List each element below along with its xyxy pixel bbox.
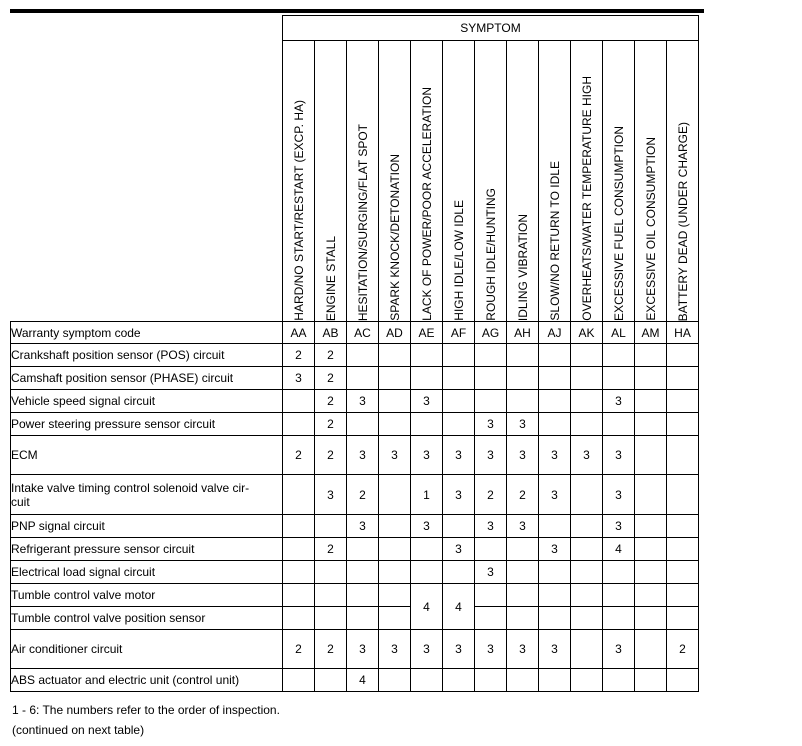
row-label: [11, 607, 283, 630]
symptom-column-label: [283, 41, 315, 322]
row-label: [11, 538, 283, 561]
value-cell: [507, 607, 539, 630]
value-cell: 3: [347, 436, 379, 475]
table-row: [11, 538, 699, 561]
value-cell: [475, 367, 507, 390]
value-cell: [507, 344, 539, 367]
value-cell: 4: [443, 584, 475, 630]
value-cell: [315, 561, 347, 584]
value-cell: [667, 436, 699, 475]
value-cell: [283, 607, 315, 630]
row-label-text: Power steering pressure sensor circuit: [11, 417, 216, 431]
value-cell: [443, 561, 475, 584]
value-cell: 2: [315, 413, 347, 436]
table-row: [11, 475, 699, 515]
symptom-label-text: EXCESSIVE FUEL CONSUMPTION: [611, 126, 626, 321]
value-cell: [347, 413, 379, 436]
value-cell: [539, 607, 571, 630]
value-cell: [667, 367, 699, 390]
header-blank-cell: [11, 16, 283, 322]
value-cell: 3: [475, 630, 507, 669]
value-cell: 3: [539, 630, 571, 669]
symptom-label-text: IDLING VIBRATION: [515, 213, 530, 321]
value-cell: [667, 475, 699, 515]
symptom-column-label: [539, 41, 571, 322]
warranty-code-cell: AJ: [539, 322, 571, 344]
warranty-code-cell: AL: [603, 322, 635, 344]
value-cell: [347, 561, 379, 584]
value-cell: [443, 515, 475, 538]
value-cell: 3: [379, 630, 411, 669]
symptom-label-text: HIGH IDLE/LOW IDLE: [451, 200, 466, 321]
value-cell: [635, 607, 667, 630]
value-cell: [667, 561, 699, 584]
value-cell: [635, 344, 667, 367]
value-cell: [635, 367, 667, 390]
value-cell: [507, 561, 539, 584]
symptom-column-label: [379, 41, 411, 322]
value-cell: 2: [667, 630, 699, 669]
row-label: [11, 669, 283, 692]
warranty-code-label: Warranty symptom code: [11, 322, 283, 344]
value-cell: [347, 344, 379, 367]
warranty-code-cell: AK: [571, 322, 603, 344]
value-cell: [635, 515, 667, 538]
value-cell: [603, 669, 635, 692]
row-label: [11, 515, 283, 538]
warranty-code-row: [11, 322, 699, 344]
table-row: [11, 436, 699, 475]
row-label: [11, 344, 283, 367]
symptom-label-text: LACK OF POWER/POOR ACCELERATION: [419, 87, 434, 321]
value-cell: 2: [315, 390, 347, 413]
value-cell: [283, 584, 315, 607]
row-label: [11, 390, 283, 413]
table-row: [11, 413, 699, 436]
value-cell: 2: [315, 538, 347, 561]
value-cell: [603, 367, 635, 390]
value-cell: [411, 669, 443, 692]
value-cell: 3: [539, 436, 571, 475]
value-cell: [347, 538, 379, 561]
value-cell: [347, 584, 379, 607]
row-label: [11, 630, 283, 669]
value-cell: [507, 538, 539, 561]
value-cell: [411, 344, 443, 367]
value-cell: 3: [411, 515, 443, 538]
value-cell: [635, 630, 667, 669]
symptom-label-text: EXCESSIVE OIL CONSUMPTION: [643, 137, 658, 321]
value-cell: [507, 584, 539, 607]
value-cell: [379, 475, 411, 515]
value-cell: [667, 669, 699, 692]
symptom-label-text: HESITATION/SURGING/FLAT SPOT: [355, 123, 370, 321]
value-cell: [315, 669, 347, 692]
table-row: [11, 669, 699, 692]
value-cell: 3: [443, 538, 475, 561]
table-body: [11, 322, 699, 692]
table-row: [11, 367, 699, 390]
value-cell: 3: [475, 561, 507, 584]
row-label-text: Crankshaft position sensor (POS) circuit: [11, 348, 225, 362]
value-cell: [379, 561, 411, 584]
value-cell: [315, 584, 347, 607]
value-cell: [539, 669, 571, 692]
value-cell: [379, 584, 411, 607]
value-cell: [283, 390, 315, 413]
value-cell: 3: [347, 390, 379, 413]
value-cell: [283, 669, 315, 692]
value-cell: [571, 367, 603, 390]
value-cell: [475, 344, 507, 367]
value-cell: 3: [507, 436, 539, 475]
warranty-code-cell: AC: [347, 322, 379, 344]
value-cell: [539, 561, 571, 584]
value-cell: [283, 561, 315, 584]
value-cell: 2: [347, 475, 379, 515]
value-cell: [379, 367, 411, 390]
value-cell: [283, 475, 315, 515]
value-cell: [571, 607, 603, 630]
value-cell: [571, 584, 603, 607]
value-cell: 3: [411, 390, 443, 413]
row-label-text: Refrigerant pressure sensor circuit: [11, 542, 195, 556]
symptom-label-text: BATTERY DEAD (UNDER CHARGE): [675, 121, 690, 321]
symptom-column-label: [571, 41, 603, 322]
value-cell: 4: [411, 584, 443, 630]
value-cell: [667, 413, 699, 436]
value-cell: 3: [539, 538, 571, 561]
value-cell: [315, 607, 347, 630]
value-cell: [603, 413, 635, 436]
value-cell: [635, 584, 667, 607]
value-cell: 3: [379, 436, 411, 475]
value-cell: [443, 413, 475, 436]
value-cell: [443, 390, 475, 413]
value-cell: [347, 367, 379, 390]
symptom-column-label: [475, 41, 507, 322]
symptom-label-text: OVERHEATS/WATER TEMPERATURE HIGH: [579, 76, 594, 321]
value-cell: [603, 584, 635, 607]
footnote-continued: (continued on next table): [12, 723, 145, 737]
value-cell: [667, 584, 699, 607]
value-cell: [635, 390, 667, 413]
top-rule: [10, 9, 704, 13]
row-label-text: Tumble control valve motor: [11, 588, 156, 602]
row-label: [11, 367, 283, 390]
value-cell: [667, 390, 699, 413]
value-cell: 3: [283, 367, 315, 390]
value-cell: 3: [571, 436, 603, 475]
table-row: [11, 390, 699, 413]
value-cell: 3: [443, 630, 475, 669]
warranty-code-cell: AD: [379, 322, 411, 344]
symptom-label-text: ENGINE STALL: [323, 235, 338, 321]
value-cell: [379, 413, 411, 436]
value-cell: 3: [475, 413, 507, 436]
symptom-label-text: HARD/NO START/RESTART (EXCP. HA): [291, 100, 306, 321]
symptom-column-label: [347, 41, 379, 322]
value-cell: 3: [443, 436, 475, 475]
warranty-code-cell: HA: [667, 322, 699, 344]
value-cell: 2: [283, 630, 315, 669]
warranty-code-cell: AB: [315, 322, 347, 344]
value-cell: 2: [315, 344, 347, 367]
value-cell: 3: [507, 515, 539, 538]
value-cell: 3: [443, 475, 475, 515]
symptom-label-text: SPARK KNOCK/DETONATION: [387, 154, 402, 321]
value-cell: [667, 515, 699, 538]
warranty-code-cell: AH: [507, 322, 539, 344]
value-cell: 3: [603, 390, 635, 413]
row-label-text: Intake valve timing control solenoid valve cir-: [11, 480, 250, 495]
value-cell: [571, 515, 603, 538]
value-cell: [539, 390, 571, 413]
value-cell: [539, 584, 571, 607]
row-label: [11, 475, 283, 515]
value-cell: 3: [347, 515, 379, 538]
footnote-order: 1 - 6: The numbers refer to the order of inspection.: [12, 703, 280, 717]
value-cell: 2: [283, 436, 315, 475]
warranty-code-cell: AE: [411, 322, 443, 344]
value-cell: [539, 367, 571, 390]
value-cell: [635, 413, 667, 436]
value-cell: [571, 538, 603, 561]
value-cell: [667, 538, 699, 561]
value-cell: [507, 669, 539, 692]
symptom-header: SYMPTOM: [283, 16, 699, 41]
value-cell: [379, 538, 411, 561]
value-cell: [379, 669, 411, 692]
value-cell: [571, 561, 603, 584]
value-cell: [571, 475, 603, 515]
value-cell: [571, 669, 603, 692]
row-label: [11, 561, 283, 584]
warranty-code-cell: AM: [635, 322, 667, 344]
value-cell: 3: [603, 630, 635, 669]
value-cell: [603, 561, 635, 584]
value-cell: 3: [539, 475, 571, 515]
value-cell: 1: [411, 475, 443, 515]
table-row: [11, 607, 699, 630]
value-cell: [475, 607, 507, 630]
symptom-column-label: [443, 41, 475, 322]
row-label-text: Air conditioner circuit: [11, 642, 123, 656]
value-cell: [539, 344, 571, 367]
value-cell: 3: [507, 413, 539, 436]
value-cell: [571, 390, 603, 413]
warranty-code-cell: AF: [443, 322, 475, 344]
row-label: [11, 436, 283, 475]
symptom-column-label: [411, 41, 443, 322]
table-row: [11, 344, 699, 367]
row-label-text: PNP signal circuit: [11, 519, 105, 533]
value-cell: [283, 413, 315, 436]
value-cell: [667, 607, 699, 630]
symptom-column-label: [635, 41, 667, 322]
table-row: [11, 630, 699, 669]
row-label: [11, 413, 283, 436]
value-cell: 3: [315, 475, 347, 515]
value-cell: 3: [475, 515, 507, 538]
value-cell: [603, 344, 635, 367]
symptom-column-label: [507, 41, 539, 322]
value-cell: [635, 669, 667, 692]
value-cell: [635, 538, 667, 561]
warranty-code-cell: AA: [283, 322, 315, 344]
value-cell: 2: [315, 367, 347, 390]
value-cell: [379, 390, 411, 413]
value-cell: [475, 584, 507, 607]
row-label-text: Vehicle speed signal circuit: [11, 394, 156, 408]
value-cell: 3: [603, 475, 635, 515]
symptom-column-label: [667, 41, 699, 322]
row-label-text-cont: cuit: [11, 494, 30, 509]
value-cell: [539, 413, 571, 436]
value-cell: [507, 390, 539, 413]
value-cell: [635, 561, 667, 584]
row-label-text: Tumble control valve position sensor: [11, 611, 206, 625]
symptom-table: [10, 15, 699, 692]
symptom-column-label: [603, 41, 635, 322]
value-cell: 3: [603, 436, 635, 475]
value-cell: 3: [347, 630, 379, 669]
value-cell: [411, 413, 443, 436]
value-cell: 4: [603, 538, 635, 561]
table-row: [11, 584, 699, 607]
value-cell: [667, 344, 699, 367]
value-cell: [507, 367, 539, 390]
value-cell: [411, 561, 443, 584]
value-cell: 2: [507, 475, 539, 515]
value-cell: [475, 538, 507, 561]
value-cell: [411, 367, 443, 390]
value-cell: [475, 390, 507, 413]
table-row: [11, 515, 699, 538]
value-cell: 2: [315, 436, 347, 475]
value-cell: [571, 413, 603, 436]
row-label-text: Camshaft position sensor (PHASE) circuit: [11, 371, 234, 385]
symptom-column-label: [315, 41, 347, 322]
value-cell: 3: [411, 436, 443, 475]
value-cell: [283, 515, 315, 538]
table-row: [11, 561, 699, 584]
value-cell: 3: [475, 436, 507, 475]
value-cell: [603, 607, 635, 630]
value-cell: [315, 515, 347, 538]
value-cell: 2: [475, 475, 507, 515]
value-cell: [571, 344, 603, 367]
value-cell: [443, 669, 475, 692]
row-label-text: ECM: [11, 448, 38, 462]
value-cell: [379, 344, 411, 367]
value-cell: 3: [603, 515, 635, 538]
symptom-label-text: SLOW/NO RETURN TO IDLE: [547, 161, 562, 321]
value-cell: [635, 475, 667, 515]
value-cell: [475, 669, 507, 692]
value-cell: [443, 367, 475, 390]
value-cell: [411, 538, 443, 561]
value-cell: [571, 630, 603, 669]
warranty-code-cell: AG: [475, 322, 507, 344]
value-cell: [379, 515, 411, 538]
value-cell: [635, 436, 667, 475]
value-cell: 4: [347, 669, 379, 692]
symptom-label-text: ROUGH IDLE/HUNTING: [483, 188, 498, 321]
value-cell: 3: [507, 630, 539, 669]
value-cell: [443, 344, 475, 367]
value-cell: 2: [315, 630, 347, 669]
row-label-text: ABS actuator and electric unit (control unit): [11, 673, 240, 687]
value-cell: [347, 607, 379, 630]
value-cell: 3: [411, 630, 443, 669]
value-cell: 2: [283, 344, 315, 367]
value-cell: [539, 515, 571, 538]
value-cell: [379, 607, 411, 630]
row-label-text: Electrical load signal circuit: [11, 565, 156, 579]
value-cell: [283, 538, 315, 561]
row-label: [11, 584, 283, 607]
